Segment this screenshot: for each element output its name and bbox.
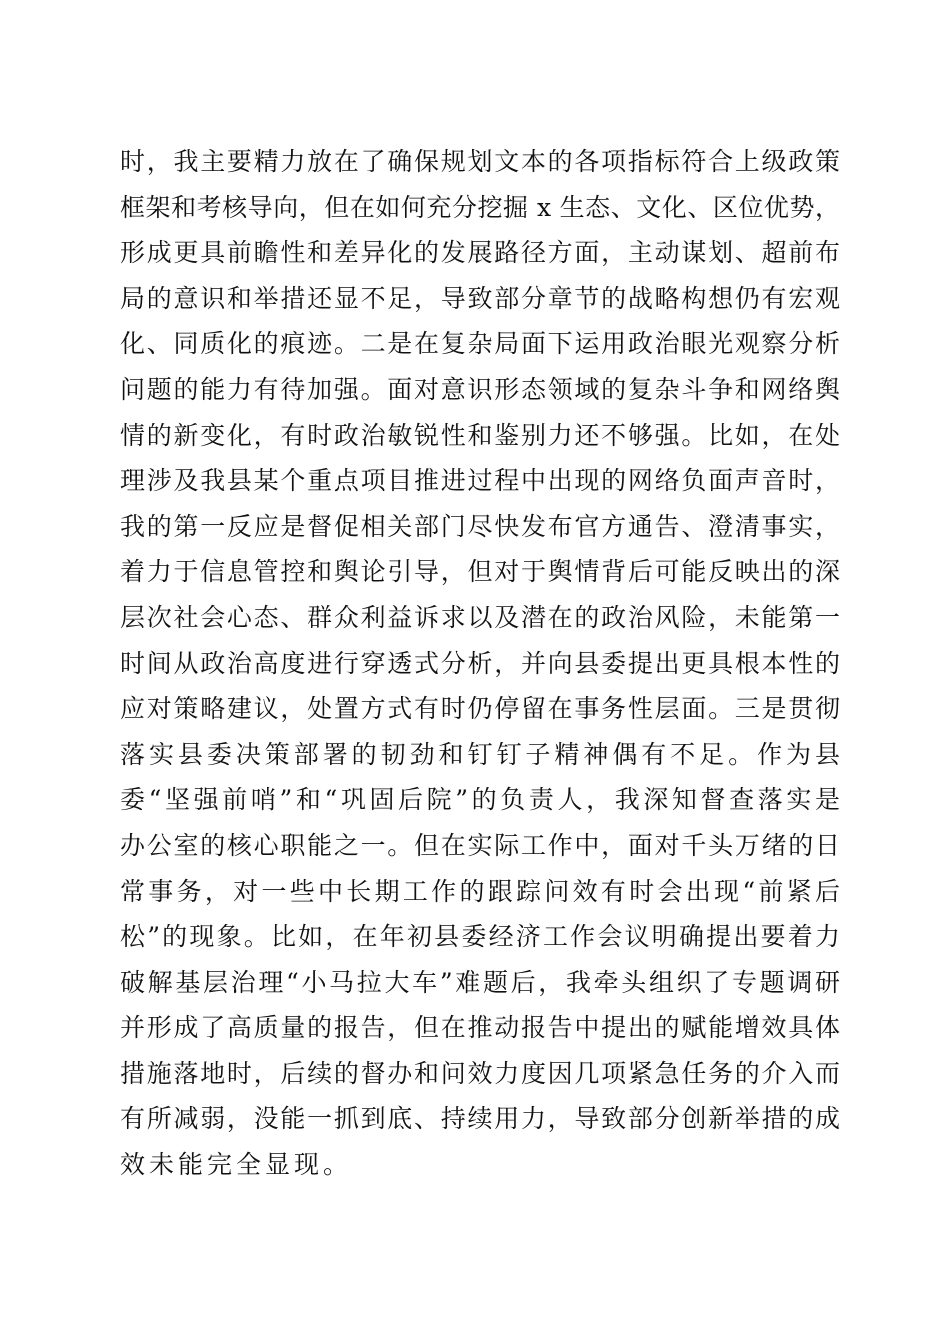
text-line-10: 着力于信息管控和舆论引导，但对于舆情背后可能反映出的深 xyxy=(120,557,840,587)
text-line-19: 破解基层治理“小马拉大车”难题后，我牵头组织了专题调研 xyxy=(120,967,840,997)
text-line-8: 理涉及我县某个重点项目推进过程中出现的网络负面声音时， xyxy=(120,466,840,496)
text-line-14: 落实县委决策部署的韧劲和钉钉子精神偶有不足。作为县 xyxy=(120,739,840,769)
text-line-22: 有所减弱，没能一抓到底、持续用力，导致部分创新举措的成 xyxy=(120,1104,840,1134)
text-line-23: 效未能完全显现。 xyxy=(120,1150,353,1180)
text-line-9: 我的第一反应是督促相关部门尽快发布官方通告、澄清事实， xyxy=(120,511,840,541)
text-line-12: 时间从政治高度进行穿透式分析，并向县委提出更具根本性的 xyxy=(120,648,840,678)
text-line-5: 化、同质化的痕迹。二是在复杂局面下运用政治眼光观察分析 xyxy=(120,329,840,359)
text-line-2: 框架和考核导向，但在如何充分挖掘 x 生态、文化、区位优势， xyxy=(120,192,840,222)
text-line-18: 松”的现象。比如，在年初县委经济工作会议明确提出要着力 xyxy=(120,922,840,952)
text-line-13: 应对策略建议，处置方式有时仍停留在事务性层面。三是贯彻 xyxy=(120,694,840,724)
text-line-7: 情的新变化，有时政治敏锐性和鉴别力还不够强。比如，在处 xyxy=(120,420,840,450)
text-line-16: 办公室的核心职能之一。但在实际工作中，面对千头万绪的日 xyxy=(120,830,840,860)
text-line-1: 时，我主要精力放在了确保规划文本的各项指标符合上级政策 xyxy=(120,147,840,176)
text-line-17: 常事务，对一些中长期工作的跟踪问效有时会出现“前紧后 xyxy=(120,876,840,906)
text-line-11: 层次社会心态、群众利益诉求以及潜在的政治风险，未能第一 xyxy=(120,602,840,632)
body-paragraph xyxy=(120,139,840,1188)
text-line-4: 局的意识和举措还显不足，导致部分章节的战略构想仍有宏观 xyxy=(120,283,840,313)
text-line-6: 问题的能力有待加强。面对意识形态领域的复杂斗争和网络舆 xyxy=(120,374,840,404)
text-line-3: 形成更具前瞻性和差异化的发展路径方面，主动谋划、超前布 xyxy=(120,238,840,268)
text-line-21: 措施落地时，后续的督办和问效力度因几项紧急任务的介入而 xyxy=(120,1058,840,1088)
text-line-15: 委“坚强前哨”和“巩固后院”的负责人，我深知督查落实是 xyxy=(120,785,840,815)
text-line-20: 并形成了高质量的报告，但在推动报告中提出的赋能增效具体 xyxy=(120,1013,840,1043)
